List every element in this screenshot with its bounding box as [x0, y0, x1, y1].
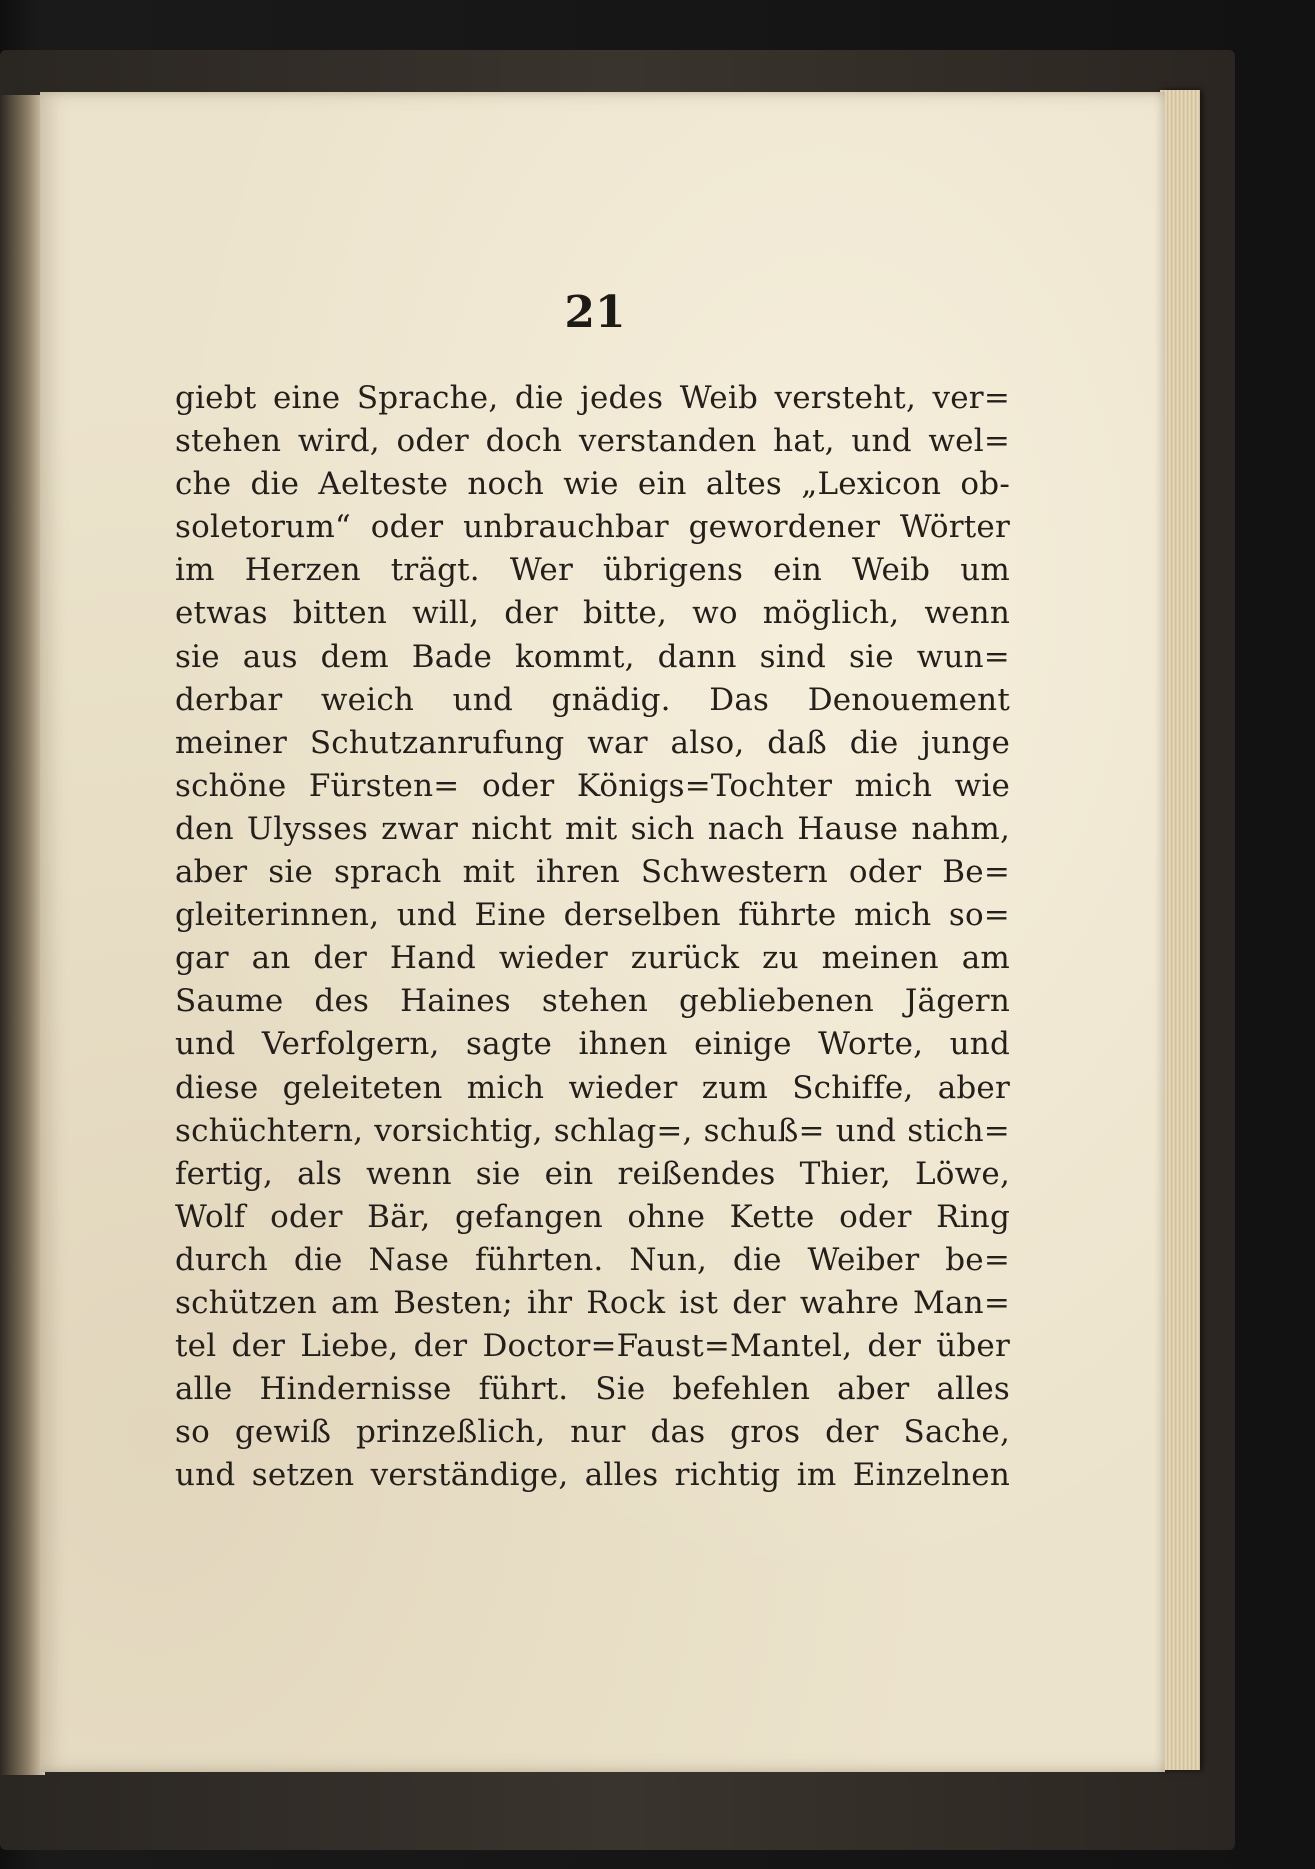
spine-shadow — [0, 95, 45, 1775]
text-line: im Herzen trägt. Wer übrigens ein Weib um — [175, 552, 1010, 589]
text-line: alle Hindernisse führt. Sie befehlen aber alles — [175, 1371, 1010, 1408]
text-line: giebt eine Sprache, die jedes Weib versteht, ver= — [175, 380, 1010, 416]
text-line: und setzen verständige, alles richtig im Einzelnen — [175, 1457, 1010, 1494]
text-line: durch die Nase führten. Nun, die Weiber be= — [175, 1241, 1010, 1278]
text-line: aber sie sprach mit ihren Schwestern oder Be= — [175, 854, 1010, 891]
text-line: schützen am Besten; ihr Rock ist der wahre Man= — [175, 1284, 1010, 1321]
text-line: den Ulysses zwar nicht mit sich nach Hause nahm, — [175, 810, 1010, 847]
book-page — [40, 92, 1165, 1772]
text-line: schöne Fürsten= oder Königs=Tochter mich wie — [175, 767, 1010, 804]
text-line: Wolf oder Bär, gefangen ohne Kette oder Ring — [175, 1198, 1010, 1235]
page-edges — [1160, 90, 1200, 1770]
text-line: stehen wird, oder doch verstanden hat, und wel= — [175, 423, 1010, 460]
text-line: meiner Schutzanrufung war also, daß die junge — [175, 724, 1010, 761]
text-line: che die Aelteste noch wie ein altes „Lexicon ob- — [175, 466, 1010, 503]
text-line: gar an der Hand wieder zurück zu meinen am — [175, 940, 1010, 977]
body-text — [175, 377, 1010, 1497]
text-line: gleiterinnen, und Eine derselben führte mich so= — [175, 897, 1010, 934]
text-line: diese geleiteten mich wieder zum Schiffe, aber — [175, 1069, 1010, 1106]
text-line: tel der Liebe, der Doctor=Faust=Mantel, der über — [175, 1328, 1010, 1365]
text-line: derbar weich und gnädig. Das Denouement — [175, 681, 1010, 718]
text-line: schüchtern, vorsichtig, schlag=, schuß= und stich= — [175, 1112, 1010, 1149]
text-line: so gewiß prinzeßlich, nur das gros der Sache, — [175, 1414, 1010, 1451]
text-line: und Verfolgern, sagte ihnen einige Worte, und — [175, 1026, 1010, 1063]
text-line: soletorum“ oder unbrauchbar gewordener Wörter — [175, 509, 1010, 546]
text-line: sie aus dem Bade kommt, dann sind sie wun= — [175, 638, 1010, 675]
text-line: etwas bitten will, der bitte, wo möglich, wenn — [175, 595, 1010, 632]
text-line: Saume des Haines stehen gebliebenen Jägern — [175, 983, 1010, 1020]
page-number: 21 — [564, 287, 626, 338]
text-line: fertig, als wenn sie ein reißendes Thier, Löwe, — [175, 1155, 1010, 1192]
